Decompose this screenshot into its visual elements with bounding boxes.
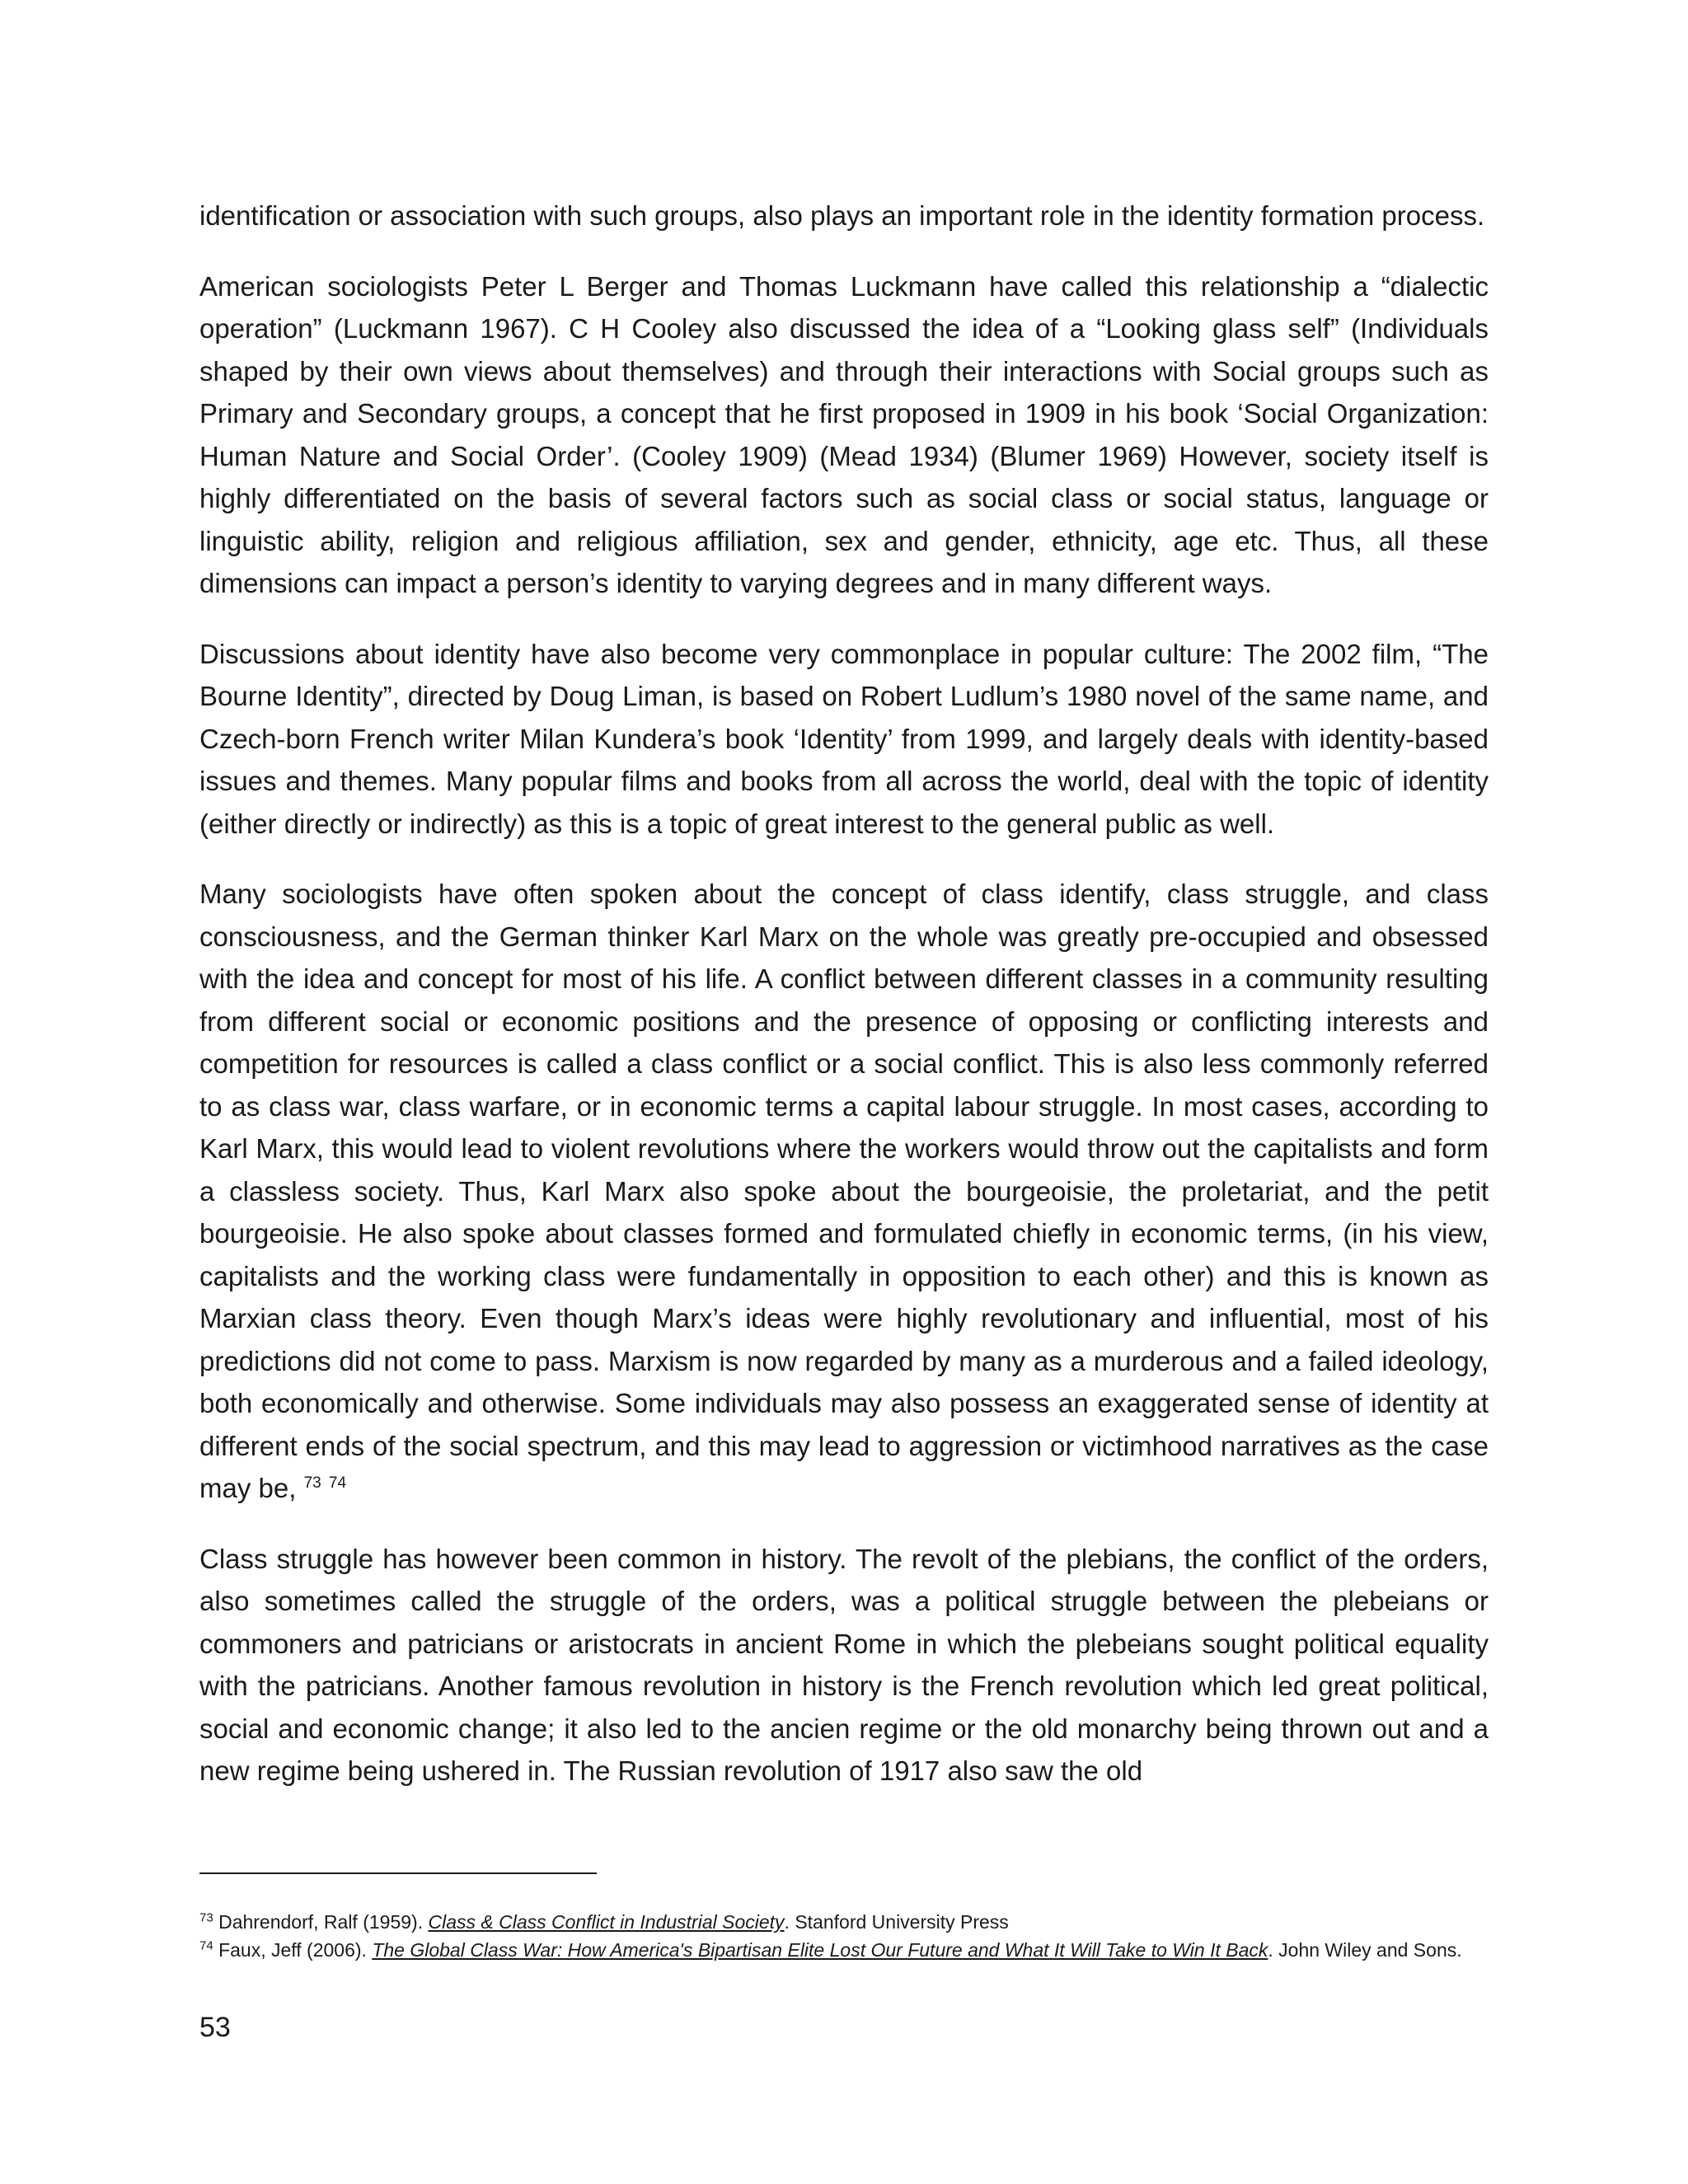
footnote-title-link[interactable]: Class & Class Conflict in Industrial Society: [428, 1911, 785, 1933]
footnote-text: Faux, Jeff (2006).: [218, 1939, 373, 1961]
footnote-text: Dahrendorf, Ralf (1959).: [218, 1911, 429, 1933]
footnote-number: 74: [199, 1938, 213, 1953]
footnote-number: 73: [199, 1910, 213, 1925]
paragraph-4: [199, 873, 1489, 1510]
paragraph-5: Class struggle has however been common in history. The revolt of the plebians, the conflict of the orders, also sometimes called the struggle of the orders, was a political struggle between the plebeians or commoners and patricians or aristocrats in ancient Rome in which the plebeians sought political equality with the patricians. Another famous revolution in history is the French revolution which led great political, social and economic change; it also led to the ancien regime or the old monarchy being thrown out and a new regime being ushered in. The Russian revolution of 1917 also saw the old: [199, 1543, 1489, 1786]
footnote-title-link[interactable]: The Global Class War: How America's Bipartisan Elite Lost Our Future and What It Will Take to Win It Back: [372, 1939, 1268, 1961]
paragraph-4-text: Many sociologists have often spoken about the concept of class identify, class struggle, and class consciousness, and the German thinker Karl Marx on the whole was greatly pre-occupied and obsessed with the idea and concept for most of his life. A conflict between different classes in a community resulting from different social or economic positions and the presence of opposing or conflicting interests and competition for resources is called a class conflict or a social conflict. This is also less commonly referred to as class war, class warfare, or in economic terms a capital labour struggle. In most cases, according to Karl Marx, this would lead to violent revolutions where the workers would throw out the capitalists and form a classless society. Thus, Karl Marx also spoke about the bourgeoisie, the proletariat, and the petit bourgeoisie. He also spoke about classes formed and formulated chiefly in economic terms, (in his view, capitalists and the working class were fundamentally in opposition to each other) and this is known as Marxian class theory. Even though Marx’s ideas were highly revolutionary and influential, most of his predictions did not come to pass. Marxism is now regarded by many as a murderous and a failed ideology, both economically and otherwise. Some individuals may also possess an exaggerated sense of identity at different ends of the social spectrum, and this may lead to aggression or victimhood narratives as the case may be,: [199, 879, 1489, 1503]
page-number: 53: [199, 2012, 231, 2043]
paragraph-3: Discussions about identity have also become very commonplace in popular culture: The 2002 film, “The Bourne Identity”, directed by Doug Liman, is based on Robert Ludlum’s 1980 novel of the same name, and Czech-born French writer Milan Kundera’s book ‘Identity’ from 1999, and largely deals with identity-based issues and themes. Many popular films and books from all across the world, deal with the topic of identity (either directly or indirectly) as this is a topic of great interest to the general public as well.: [199, 638, 1489, 839]
footnote-ref-73[interactable]: 73: [303, 1474, 321, 1492]
footnote-separator: [199, 1872, 597, 1874]
paragraph-1: identification or association with such groups, also plays an important role in the identity formation process.: [199, 200, 1485, 231]
footnotes: [199, 1908, 1489, 1964]
footnote-text: . John Wiley and Sons.: [1268, 1939, 1462, 1961]
footnote-74: [199, 1936, 1489, 1964]
footnote-text: . Stanford University Press: [784, 1911, 1009, 1933]
footnote-73: [199, 1908, 1489, 1936]
footnote-ref-74[interactable]: 74: [328, 1474, 347, 1492]
body-text: [199, 194, 1489, 1821]
paragraph-2: American sociologists Peter L Berger and Thomas Luckmann have called this relationship a “dialectic operation” (Luckmann 1967). C H Cooley also discussed the idea of a “Looking glass self” (Individuals shaped by their own views about themselves) and through their interactions with Social groups such as Primary and Secondary groups, a concept that he first proposed in 1909 in his book ‘Social Organization: Human Nature and Social Order’. (Cooley 1909) (Mead 1934) (Blumer 1969) However, society itself is highly differentiated on the basis of several factors such as social class or social status, language or linguistic ability, religion and religious affiliation, sex and gender, ethnicity, age etc. Thus, all these dimensions can impact a person’s identity to varying degrees and in many different ways.: [199, 270, 1489, 598]
